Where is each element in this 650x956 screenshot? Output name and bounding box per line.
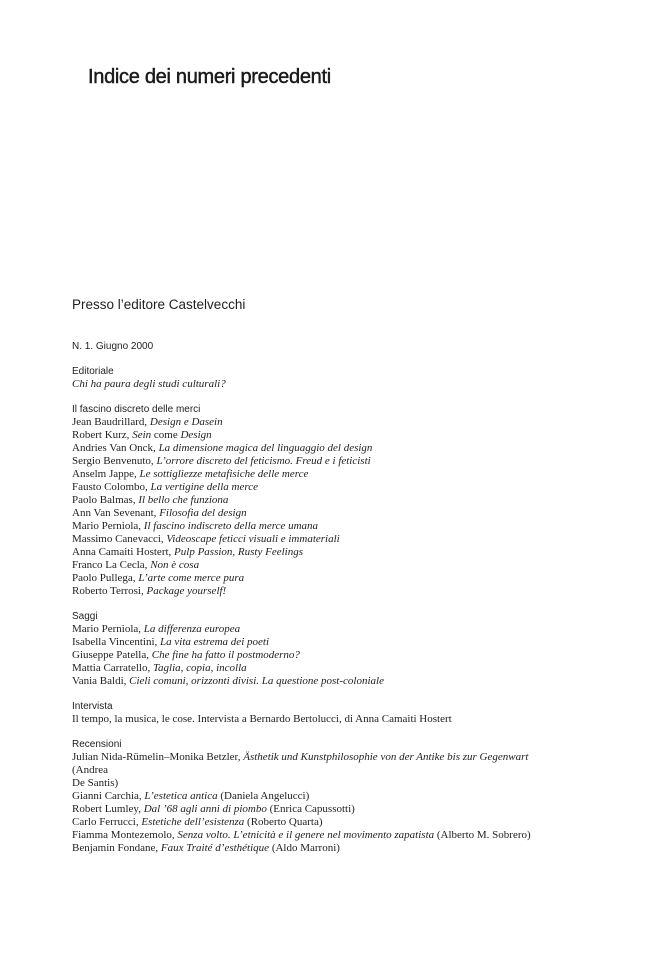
entry-title: Faux Traité d’esthétique xyxy=(160,842,270,854)
index-entry xyxy=(72,713,632,726)
entry-author: Anna Camaiti Hostert, xyxy=(72,546,175,558)
entry-author: Franco La Cecla, xyxy=(72,559,151,571)
index-entry xyxy=(72,803,632,816)
entry-author: Julian Nida-Rümelin–Monika Betzler, xyxy=(72,751,244,763)
index-entry xyxy=(72,533,632,546)
entry-author: Robert Kurz, xyxy=(72,429,133,441)
section-heading: Saggi xyxy=(72,611,98,622)
index-entry xyxy=(72,494,632,507)
entry-author: Paolo Pullega, xyxy=(72,572,139,584)
entry-author: Fiamma Montezemolo, xyxy=(72,829,178,841)
entry-author: Il tempo, la musica, le cose. Intervista a Bernardo Bertolucci, di Anna Camaiti Hostert xyxy=(72,713,452,725)
entry-title: La vertigine della merce xyxy=(150,481,258,493)
index-entry xyxy=(72,585,632,598)
entry-author: Isabella Vincentini, xyxy=(72,636,161,648)
section-saggi xyxy=(72,610,632,688)
index-entry xyxy=(72,636,632,649)
entry-title: Non è cosa xyxy=(150,559,200,571)
index-entry xyxy=(72,829,632,842)
entry-title: Ästhetik und Kunstphilosophie von der Antike bis zur Gegenwart xyxy=(243,751,529,763)
issue-heading: N. 1. Giugno 2000 xyxy=(72,341,154,352)
entry-author: Jean Baudrillard, xyxy=(72,416,150,428)
entry-title: La dimensione magica del linguaggio del design xyxy=(158,442,373,454)
index-entry xyxy=(72,816,632,829)
entry-author: Andries Van Onck, xyxy=(72,442,159,454)
entry-title: Sein xyxy=(132,429,152,441)
index-entry xyxy=(72,455,632,468)
entry-title: Package yourself! xyxy=(146,585,227,597)
index-entry xyxy=(72,559,632,572)
entry-author: Mario Perniola, xyxy=(72,520,144,532)
index-entry xyxy=(72,777,632,790)
entry-title: Pulp Passion, Rusty Feelings xyxy=(174,546,303,558)
index-entry xyxy=(72,764,632,777)
entry-author: Gianni Carchia, xyxy=(72,790,145,802)
index-entry xyxy=(72,520,632,533)
entry-author: Sergio Benvenuto, xyxy=(72,455,157,467)
index-entry xyxy=(72,378,632,391)
entry-suffix: (Alberto M. Sobrero) xyxy=(434,829,531,841)
index-entry xyxy=(72,662,632,675)
entry-title: Il fascino indiscreto della merce umana xyxy=(143,520,319,532)
entry-author: Vania Baldi, xyxy=(72,675,130,687)
entry-author: Giuseppe Patella, xyxy=(72,649,152,661)
entry-title-secondary: Design xyxy=(180,429,212,441)
entry-author: De Santis) xyxy=(72,777,119,789)
entry-suffix: (Roberto Quarta) xyxy=(244,816,323,828)
index-entry xyxy=(72,751,632,764)
section-il-fascino-discreto-delle-merci xyxy=(72,403,632,598)
entry-title: Filosofia del design xyxy=(159,507,247,519)
page-title: Indice dei numeri precedenti xyxy=(88,66,331,88)
entry-author: Carlo Ferrucci, xyxy=(72,816,142,828)
index-entry xyxy=(72,507,632,520)
section-heading: Editoriale xyxy=(72,366,114,377)
sections-container xyxy=(72,365,632,855)
entry-title: La vita estrema dei poeti xyxy=(160,636,269,648)
entry-author: Roberto Terrosi, xyxy=(72,585,147,597)
entry-title: Videoscape feticci visuali e immateriali xyxy=(166,533,340,545)
entry-author: Massimo Canevacci, xyxy=(72,533,167,545)
entry-suffix: (Enrica Capussotti) xyxy=(266,803,355,815)
entry-title: Design e Dasein xyxy=(149,416,223,428)
section-recensioni xyxy=(72,738,632,855)
entry-title: Cieli comuni, orizzonti divisi. La questione post-coloniale xyxy=(129,675,384,687)
index-entry xyxy=(72,468,632,481)
publisher-heading: Presso l’editore Castelvecchi xyxy=(72,297,246,312)
index-entry xyxy=(72,842,632,855)
entry-suffix: come xyxy=(151,429,181,441)
entry-title: Le sottigliezze metafisiche delle merce xyxy=(139,468,309,480)
entry-title: La differenza europea xyxy=(143,623,241,635)
entry-title: L’estetica antica xyxy=(144,790,218,802)
entry-title: Il bello che funziona xyxy=(138,494,229,506)
index-entry xyxy=(72,416,632,429)
index-entry xyxy=(72,442,632,455)
entry-title: L’orrore discreto del feticismo. Freud e i feticisti xyxy=(156,455,371,467)
section-intervista xyxy=(72,700,632,726)
entry-title: Che fine ha fatto il postmoderno? xyxy=(151,649,300,661)
entry-suffix: (Daniela Angelucci) xyxy=(217,790,310,802)
entry-author: Paolo Balmas, xyxy=(72,494,139,506)
index-entry xyxy=(72,649,632,662)
section-heading: Intervista xyxy=(72,701,113,712)
entry-title: L’arte come merce pura xyxy=(138,572,245,584)
entry-title: Estetiche dell’esistenza xyxy=(141,816,245,828)
section-heading: Il fascino discreto delle merci xyxy=(72,404,201,415)
index-entry xyxy=(72,546,632,559)
entry-author: Benjamin Fondane, xyxy=(72,842,161,854)
index-content xyxy=(72,296,632,867)
index-entry xyxy=(72,675,632,688)
entry-author: Mario Perniola, xyxy=(72,623,144,635)
entry-author: (Andrea xyxy=(72,764,109,776)
index-entry xyxy=(72,481,632,494)
entry-author: Mattia Carratello, xyxy=(72,662,153,674)
section-editoriale xyxy=(72,365,632,391)
entry-author: Robert Lumley, xyxy=(72,803,144,815)
entry-title: Senza volto. L’etnicità e il genere nel movimento zapatista xyxy=(177,829,435,841)
entry-author: Fausto Colombo, xyxy=(72,481,151,493)
index-entry xyxy=(72,623,632,636)
entry-title: Dal ’68 agli anni di piombo xyxy=(143,803,267,815)
entry-author: Ann Van Sevenant, xyxy=(72,507,160,519)
entry-suffix: (Aldo Marroni) xyxy=(269,842,340,854)
section-heading: Recensioni xyxy=(72,739,122,750)
index-entry xyxy=(72,572,632,585)
entry-author: Anselm Jappe, xyxy=(72,468,140,480)
entry-title: Taglia, copia, incolla xyxy=(152,662,247,674)
index-entry xyxy=(72,429,632,442)
index-entry xyxy=(72,790,632,803)
entry-title: Chi ha paura degli studi culturali? xyxy=(72,378,226,390)
